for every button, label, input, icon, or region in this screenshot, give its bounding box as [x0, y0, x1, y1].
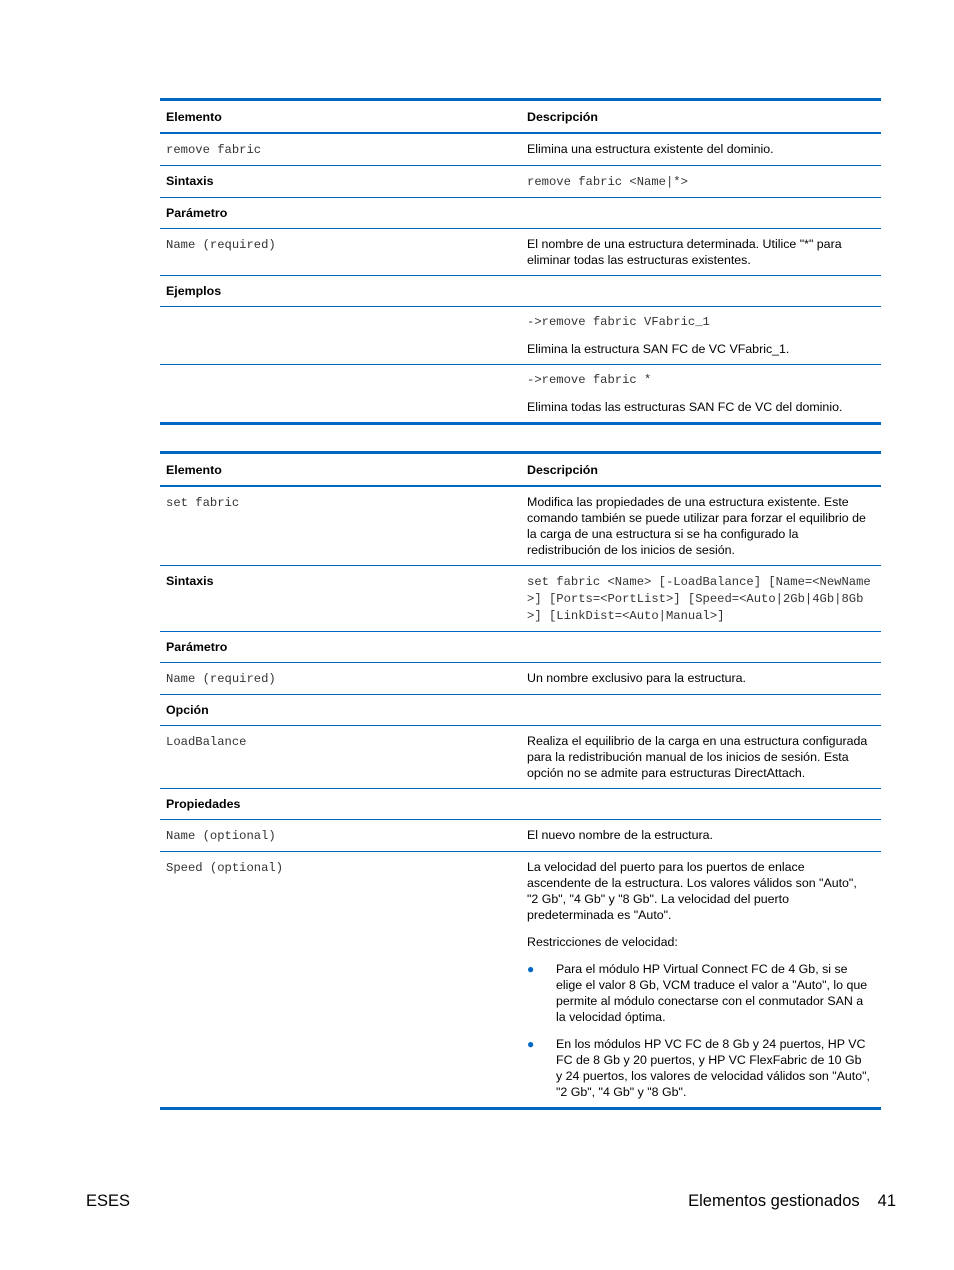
list-item — [527, 961, 871, 1025]
property-name: Speed (optional) — [166, 861, 284, 875]
table-row — [160, 307, 881, 365]
bullet-icon: ● — [527, 962, 535, 976]
property-description: El nuevo nombre de la estructura. — [521, 820, 881, 852]
parameter-label: Parámetro — [160, 632, 521, 663]
table-row — [160, 789, 881, 820]
table-row — [160, 276, 881, 307]
table-row — [160, 133, 881, 166]
footer-section — [688, 1192, 896, 1211]
bullet-icon: ● — [527, 1037, 535, 1051]
table-row — [160, 198, 881, 229]
property-name: Name (optional) — [166, 829, 276, 843]
example-code: ->remove fabric VFabric_1 — [527, 315, 710, 329]
table-row — [160, 852, 881, 1109]
table-row — [160, 486, 881, 566]
restrictions-list — [527, 961, 871, 1100]
table-row — [160, 663, 881, 695]
example-code: ->remove fabric * — [527, 373, 652, 387]
footer-section-title: Elementos gestionados — [688, 1192, 860, 1210]
command-name: set fabric — [166, 496, 240, 510]
header-element: Elemento — [160, 100, 521, 134]
property-description: La velocidad del puerto para los puertos de enlace ascendente de la estructura. Los valores válidos son "Auto", "2 Gb", "4 Gb" y "8 Gb". La velocidad del puerto predeterminada es "Auto". — [527, 860, 857, 922]
page-number: 41 — [877, 1192, 896, 1210]
syntax-label: Sintaxis — [160, 166, 521, 198]
table-row — [160, 365, 881, 424]
command-name: remove fabric — [166, 143, 262, 157]
parameter-description: El nombre de una estructura determinada. Utilice "*" para eliminar todas las estructuras existentes. — [521, 229, 881, 276]
header-element: Elemento — [160, 453, 521, 487]
footer-locale: ESES — [86, 1192, 131, 1210]
list-item — [527, 1036, 871, 1100]
syntax-value: set fabric <Name> [-LoadBalance] [Name=<NewName>] [Ports=<PortList>] [Speed=<Auto|2Gb|4Gb|8Gb>] [LinkDist=<Auto|Manual>] — [527, 575, 871, 623]
restrictions-label: Restricciones de velocidad: — [527, 935, 678, 949]
parameter-name: Name (required) — [166, 672, 276, 686]
option-name: LoadBalance — [166, 735, 247, 749]
set-fabric-table — [160, 451, 881, 1110]
option-label: Opción — [160, 695, 521, 726]
table-row — [160, 229, 881, 276]
table-row — [160, 166, 881, 198]
header-description: Descripción — [521, 453, 881, 487]
parameter-label: Parámetro — [160, 198, 521, 229]
syntax-value: remove fabric <Name|*> — [527, 175, 688, 189]
command-description: Elimina una estructura existente del dominio. — [521, 133, 881, 166]
list-item-text: En los módulos HP VC FC de 8 Gb y 24 puertos, HP VC FC de 8 Gb y 20 puertos, y HP VC FlexFabric de 10 Gb y 24 puertos, los valores de velocidad válidos son "Auto", "2 Gb", "4 Gb" y "8 Gb". — [556, 1037, 870, 1099]
list-item-text: Para el módulo HP Virtual Connect FC de 4 Gb, si se elige el valor 8 Gb, VCM traduce el valor a "Auto", lo que permite al módulo conectarse con el conmutador SAN a la velocidad óptima. — [556, 962, 868, 1024]
table-row — [160, 566, 881, 632]
examples-label: Ejemplos — [160, 276, 521, 307]
example-description: Elimina todas las estructuras SAN FC de VC del dominio. — [527, 400, 843, 414]
example-description: Elimina la estructura SAN FC de VC VFabric_1. — [527, 342, 790, 356]
table-row — [160, 632, 881, 663]
table-row — [160, 695, 881, 726]
parameter-name: Name (required) — [166, 238, 276, 252]
command-description: Modifica las propiedades de una estructura existente. Este comando también se puede utilizar para forzar el equilibrio de la carga de una estructura si se ha configurado la redistribución de los inicios de sesión. — [521, 486, 881, 566]
table-row — [160, 820, 881, 852]
parameter-description: Un nombre exclusivo para la estructura. — [521, 663, 881, 695]
remove-fabric-table — [160, 98, 881, 425]
syntax-label: Sintaxis — [160, 566, 521, 632]
table-row — [160, 726, 881, 789]
table-header-row — [160, 100, 881, 134]
option-description: Realiza el equilibrio de la carga en una estructura configurada para la redistribución manual de los inicios de sesión. Esta opción no se admite para estructuras DirectAttach. — [521, 726, 881, 789]
table-header-row — [160, 453, 881, 487]
properties-label: Propiedades — [160, 789, 521, 820]
header-description: Descripción — [521, 100, 881, 134]
